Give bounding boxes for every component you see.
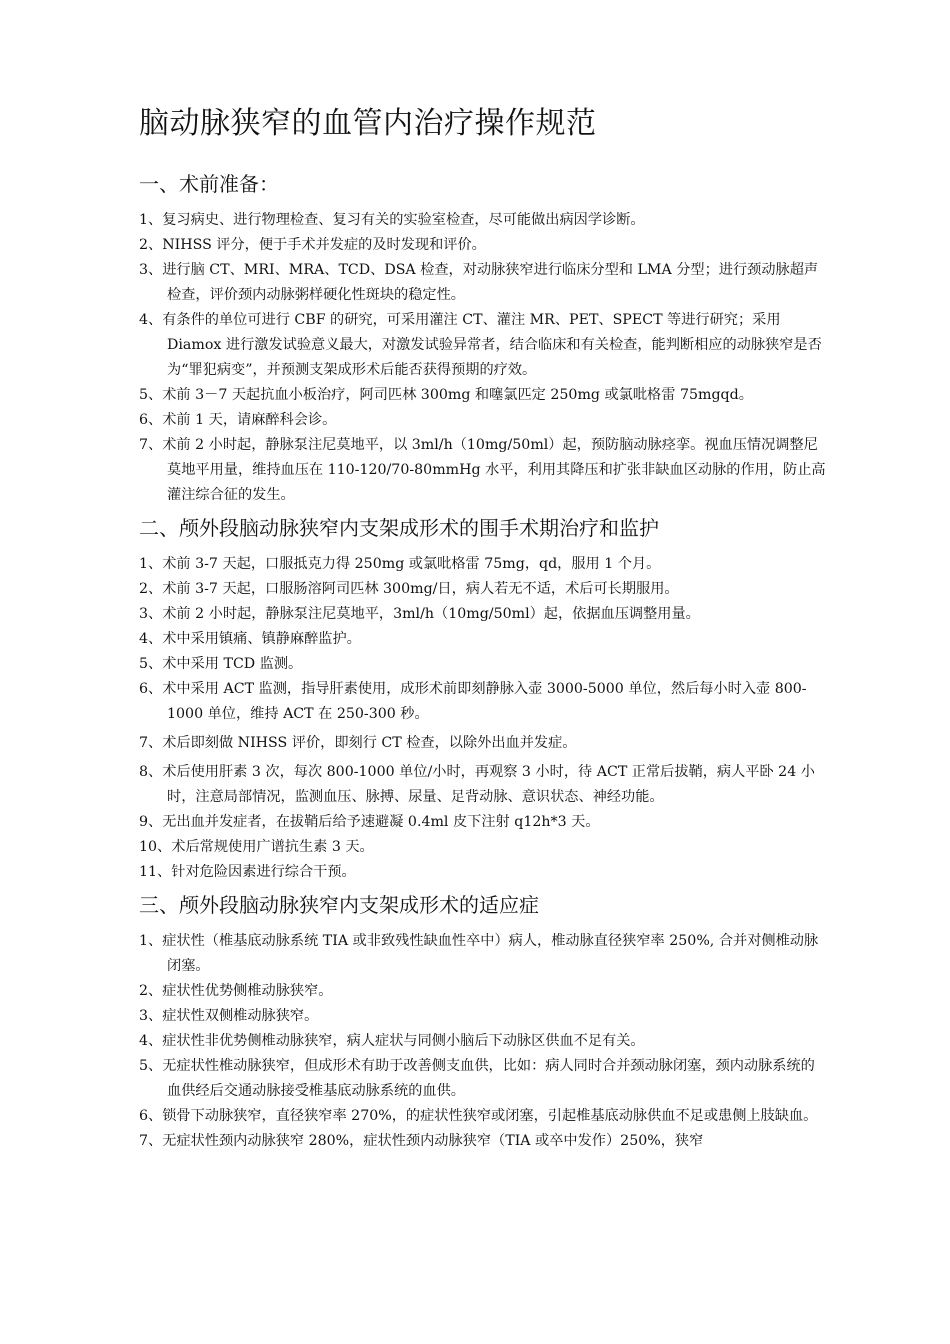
list-item bbox=[139, 1129, 829, 1154]
item-text: 术中采用 TCD 监测。 bbox=[162, 656, 303, 672]
item-text: 针对危险因素进行综合干预。 bbox=[171, 864, 356, 880]
item-number: 5、 bbox=[139, 1058, 163, 1074]
list-item bbox=[139, 602, 829, 627]
item-number: 2、 bbox=[139, 581, 163, 597]
list-item bbox=[139, 835, 829, 860]
item-number: 3、 bbox=[139, 262, 163, 278]
document-title: 脑动脉狭窄的血管内治疗操作规范 bbox=[139, 106, 597, 141]
item-number: 1、 bbox=[139, 556, 163, 572]
item-text: 锁骨下动脉狭窄，直径狭窄率 270%，的症状性狭窄或闭塞，引起椎基底动脉供血不足或患侧上肢缺血。 bbox=[162, 1108, 818, 1124]
list-item bbox=[139, 731, 829, 756]
section-heading-periop: 二、颅外段脑动脉狭窄内支架成形术的围手术期治疗和监护 bbox=[139, 516, 659, 540]
document-page bbox=[139, 102, 829, 1160]
item-number: 7、 bbox=[139, 437, 163, 453]
item-text: NIHSS 评分，便于手术并发症的及时发现和评价。 bbox=[162, 237, 486, 253]
item-text: 术前 3-7 天起，口服抵克力得 250mg 或氯吡格雷 75mg，qd，服用 1 个月。 bbox=[162, 556, 661, 572]
indications-list bbox=[139, 929, 829, 1154]
item-number: 6、 bbox=[139, 1108, 163, 1124]
item-text: 复习病史、进行物理检查、复习有关的实验室检查，尽可能做出病因学诊断。 bbox=[162, 212, 645, 228]
periop-list bbox=[139, 552, 829, 885]
list-item bbox=[139, 677, 829, 727]
item-number: 2、 bbox=[139, 237, 163, 253]
item-number: 11、 bbox=[139, 864, 172, 880]
item-number: 1、 bbox=[139, 212, 163, 228]
preop-list bbox=[139, 208, 829, 508]
list-item bbox=[139, 552, 829, 577]
list-item bbox=[139, 1004, 829, 1029]
item-text: 术前 3-7 天起，口服肠溶阿司匹林 300mg/日，病人若无不适，术后可长期服用。 bbox=[162, 581, 679, 597]
item-text: 症状性双侧椎动脉狭窄。 bbox=[162, 1008, 319, 1024]
list-item bbox=[139, 810, 829, 835]
list-item bbox=[139, 408, 829, 433]
item-text: 症状性（椎基底动脉系统 TIA 或非致残性缺血性卒中）病人，椎动脉直径狭窄率 250%, 合并对侧椎动脉闭塞。 bbox=[162, 933, 819, 974]
item-text: 术后即刻做 NIHSS 评价，即刻行 CT 检查，以除外出血并发症。 bbox=[162, 735, 577, 751]
list-item bbox=[139, 258, 829, 308]
list-item bbox=[139, 433, 829, 508]
item-text: 有条件的单位可进行 CBF 的研究，可采用灌注 CT、灌注 MR、PET、SPECT 等进行研究；采用 Diamox 进行激发试验意义最大，对激发试验异常者，结合临床和有关检查，能判断相应的动脉狭窄是否为“罪犯病变”，并预测支架成形术后能否获得预期的疗效。 bbox=[162, 312, 822, 378]
item-text: 术后使用肝素 3 次，每次 800-1000 单位/小时，再观察 3 小时，待 ACT 正常后拔鞘，病人平卧 24 小时，注意局部情况，监测血压、脉搏、尿量、足背动脉、意识状态、神经功能。 bbox=[162, 764, 815, 805]
item-number: 4、 bbox=[139, 631, 163, 647]
section-heading-preop: 一、术前准备： bbox=[139, 172, 279, 196]
list-item bbox=[139, 929, 829, 979]
item-number: 8、 bbox=[139, 764, 163, 780]
list-item bbox=[139, 860, 829, 885]
item-number: 9、 bbox=[139, 814, 163, 830]
item-text: 无症状性椎动脉狭窄，但成形术有助于改善侧支血供，比如：病人同时合并颈动脉闭塞，颈内动脉系统的血供经后交通动脉接受椎基底动脉系统的血供。 bbox=[162, 1058, 815, 1099]
item-text: 进行脑 CT、MRI、MRA、TCD、DSA 检查，对动脉狭窄进行临床分型和 LMA 分型；进行颈动脉超声检查，评价颈内动脉粥样硬化性斑块的稳定性。 bbox=[162, 262, 819, 303]
item-text: 无出血并发症者，在拔鞘后给予速避凝 0.4ml 皮下注射 q12h*3 天。 bbox=[162, 814, 600, 830]
section-heading-indications: 三、颅外段脑动脉狭窄内支架成形术的适应症 bbox=[139, 893, 539, 917]
item-text: 术前 2 小时起，静脉泵注尼莫地平，以 3ml/h（10mg/50ml）起，预防脑动脉痉挛。视血压情况调整尼莫地平用量，维持血压在 110-120/70-80mmHg 水平，利用其降压和扩张非缺血区动脉的作用，防止高灌注综合征的发生。 bbox=[162, 437, 826, 503]
item-text: 术中采用镇痛、镇静麻醉监护。 bbox=[162, 631, 361, 647]
list-item bbox=[139, 652, 829, 677]
list-item bbox=[139, 308, 829, 383]
item-number: 4、 bbox=[139, 1033, 163, 1049]
item-number: 3、 bbox=[139, 606, 163, 622]
item-number: 4、 bbox=[139, 312, 163, 328]
item-number: 10、 bbox=[139, 839, 172, 855]
item-number: 7、 bbox=[139, 1133, 163, 1149]
item-text: 术中采用 ACT 监测，指导肝素使用，成形术前即刻静脉入壶 3000-5000 单位，然后每小时入壶 800-1000 单位，维持 ACT 在 250-300 秒。 bbox=[162, 681, 807, 722]
list-item bbox=[139, 979, 829, 1004]
item-number: 3、 bbox=[139, 1008, 163, 1024]
item-text: 术后常规使用广谱抗生素 3 天。 bbox=[171, 839, 374, 855]
item-text: 术前 1 天，请麻醉科会诊。 bbox=[162, 412, 337, 428]
item-text: 术前 2 小时起，静脉泵注尼莫地平，3ml/h（10mg/50ml）起，依据血压调整用量。 bbox=[162, 606, 700, 622]
list-item bbox=[139, 383, 829, 408]
item-text: 症状性优势侧椎动脉狭窄。 bbox=[162, 983, 333, 999]
list-item bbox=[139, 627, 829, 652]
item-number: 6、 bbox=[139, 681, 163, 697]
item-number: 6、 bbox=[139, 412, 163, 428]
item-number: 1、 bbox=[139, 933, 163, 949]
item-text: 症状性非优势侧椎动脉狭窄，病人症状与同侧小脑后下动脉区供血不足有关。 bbox=[162, 1033, 645, 1049]
list-item bbox=[139, 760, 829, 810]
item-number: 5、 bbox=[139, 387, 163, 403]
list-item bbox=[139, 1029, 829, 1054]
list-item bbox=[139, 1104, 829, 1129]
list-item bbox=[139, 1054, 829, 1104]
item-text: 无症状性颈内动脉狭窄 280%，症状性颈内动脉狭窄（TIA 或卒中发作）250%，狭窄 bbox=[162, 1133, 704, 1149]
list-item bbox=[139, 233, 829, 258]
item-number: 7、 bbox=[139, 735, 163, 751]
list-item bbox=[139, 208, 829, 233]
item-number: 2、 bbox=[139, 983, 163, 999]
list-item bbox=[139, 577, 829, 602]
item-text: 术前 3－7 天起抗血小板治疗，阿司匹林 300mg 和噻氯匹定 250mg 或氯吡格雷 75mgqd。 bbox=[162, 387, 753, 403]
item-number: 5、 bbox=[139, 656, 163, 672]
